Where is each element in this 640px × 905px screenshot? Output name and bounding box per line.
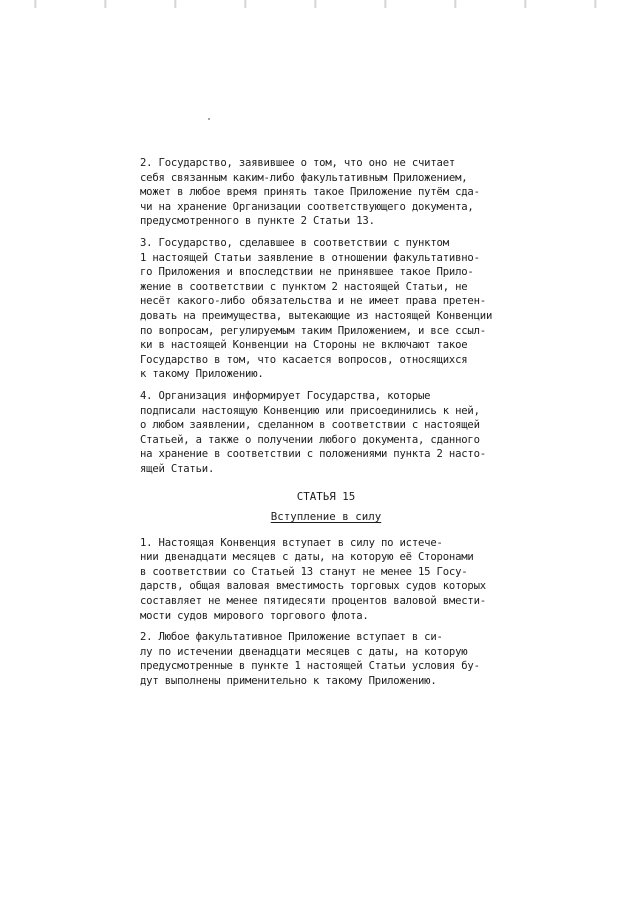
article-15-paragraph-2: 2. Любое факультативное Приложение вступает в си- лу по истечении двенадцати месяцев с даты, на которую предусмотренные в пункте 1 настоящей Статьи условия бу- дут выполнены применительно к такому Приложению.	[140, 631, 480, 687]
paragraph-4: 4. Организация информирует Государства, которые подписали настоящую Конвенцию или присоединились к ней, о любом заявлении, сделанном в соответствии с настоящей Статьей, а также о получении любого документа, сданного на хранение в соответствии с положениями пункта 2 насто- ящей Статьи.	[140, 389, 486, 475]
document-body	[140, 156, 512, 696]
article-title	[140, 510, 512, 525]
article-title-text: Вступление в силу	[270, 510, 382, 524]
scan-edge-artifact	[0, 0, 640, 8]
paragraph-2: 2. Государство, заявившее о том, что оно не считает себя связанным каким-либо факультативным Приложением, может в любое время принять такое Приложение путём сда- чи на хранение Организации соответствующего документа, предусмотренного в пункте 2 Статьи 13.	[140, 157, 480, 228]
paragraph-3: 3. Государство, сделавшее в соответствии с пунктом 1 настоящей Статьи заявление в отношении факультативно- го Приложения и впоследствии не принявшее такое Прило- жение в соответствии с пунктом 2 настоящей Статьи, не несёт какого-либо обязательства и не имеет права претен- довать на преимущества, вытекающие из настоящей Конвенции по вопросам, регулируемым таким Приложением, и все ссыл- ки в настоящей Конвенции на Стороны не включают такое Государство в том, что касается вопросов, относящихся к такому Приложению.	[140, 236, 493, 381]
scan-speck	[208, 118, 210, 120]
article-15-paragraph-1: 1. Настоящая Конвенция вступает в силу по истече- нии двенадцати месяцев с даты, на которую её Сторонами в соответствии со Статьей 13 станут не менее 15 Госу- дарств, общая валовая вместимость торговых судов которых составляет не менее пятидесяти процентов валовой вмести- мости судов мирового торгового флота.	[140, 536, 486, 622]
article-heading: СТАТЬЯ 15	[296, 490, 356, 504]
